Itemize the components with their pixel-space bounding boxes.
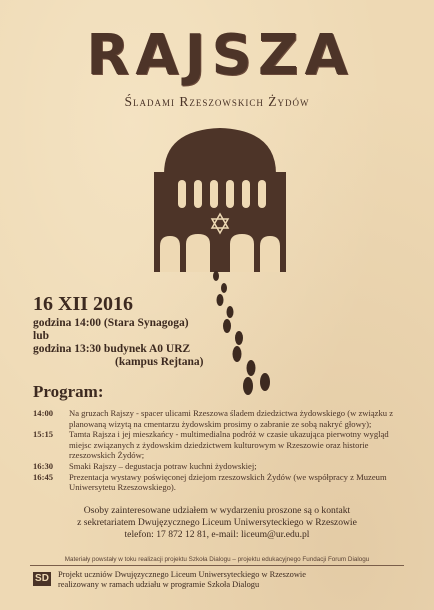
event-time-2-location: (kampus Rejtana) — [115, 356, 204, 368]
program-description: Na gruzach Rajszy - spacer ulicami Rzeszowa śladem dziedzictwa żydowskiego (w związku z planowaną wizytą na cmentarzu żydowskim prosimy o zabranie ze sobą nakryć głowy); — [69, 408, 394, 429]
materials-note: Materiały powstały w toku realizacji projektu Szkoła Dialogu – projektu edukacyjnego Fundacji Forum Dialogu — [64, 556, 370, 563]
contact-info — [20, 505, 414, 541]
program-item — [33, 461, 413, 472]
program-item — [33, 472, 413, 493]
event-time-1: godzina 14:00 (Stara Synagoga) — [33, 317, 189, 329]
event-date: 16 XII 2016 — [33, 293, 134, 315]
poster-title: RAJSZA — [86, 23, 354, 88]
divider — [30, 565, 404, 566]
program-heading: Program: — [33, 382, 104, 401]
project-line: realizowany w ramach udziału w programie Szkoła Dialogu — [58, 580, 260, 590]
event-time-2: godzina 13:30 budynek A0 URZ — [33, 343, 191, 355]
program-time: 15:15 — [33, 429, 54, 440]
poster-subtitle: Śladami Rzeszowskich Żydów — [124, 94, 310, 109]
synagogue-illustration — [150, 122, 290, 272]
program-item — [33, 429, 413, 461]
contact-line: Osoby zainteresowane udziałem w wydarzeniu proszone są o kontakt — [83, 505, 351, 516]
szkola-dialogu-logo: SD — [33, 572, 51, 586]
project-info — [58, 570, 418, 591]
program-time: 16:45 — [33, 471, 54, 482]
program-time: 14:00 — [33, 408, 54, 418]
program-list — [33, 408, 413, 493]
program-description: Prezentacja wystawy poświęconej dziejom rzeszowskich Żydów (we współpracy z Muzeum Uniwersytetu Rzeszowskiego). — [69, 471, 387, 493]
program-description: Tamta Rajsza i jej mieszkańcy - multimedialna podróż w czasie ukazująca pierwotny wygląd miejsc związanych z żydowskim dziedzictwem kulturowym w Rzeszowie oraz historie rzeszowskich Żydów; — [69, 429, 389, 461]
project-line: Projekt uczniów Dwujęzycznego Liceum Uniwersyteckiego w Rzeszowie — [58, 570, 306, 579]
program-time: 16:30 — [33, 460, 54, 471]
contact-line: z sekretariatem Dwujęzycznego Liceum Uniwersyteckiego w Rzeszowie — [77, 517, 357, 528]
program-item — [33, 408, 413, 429]
footprints-illustration — [210, 270, 280, 400]
program-description: Smaki Rajszy – degustacja potraw kuchni żydowskiej; — [69, 460, 257, 471]
contact-line: telefon: 17 872 12 81, e-mail: liceum@ur.edu.pl — [124, 529, 310, 540]
event-or: lub — [33, 330, 49, 342]
